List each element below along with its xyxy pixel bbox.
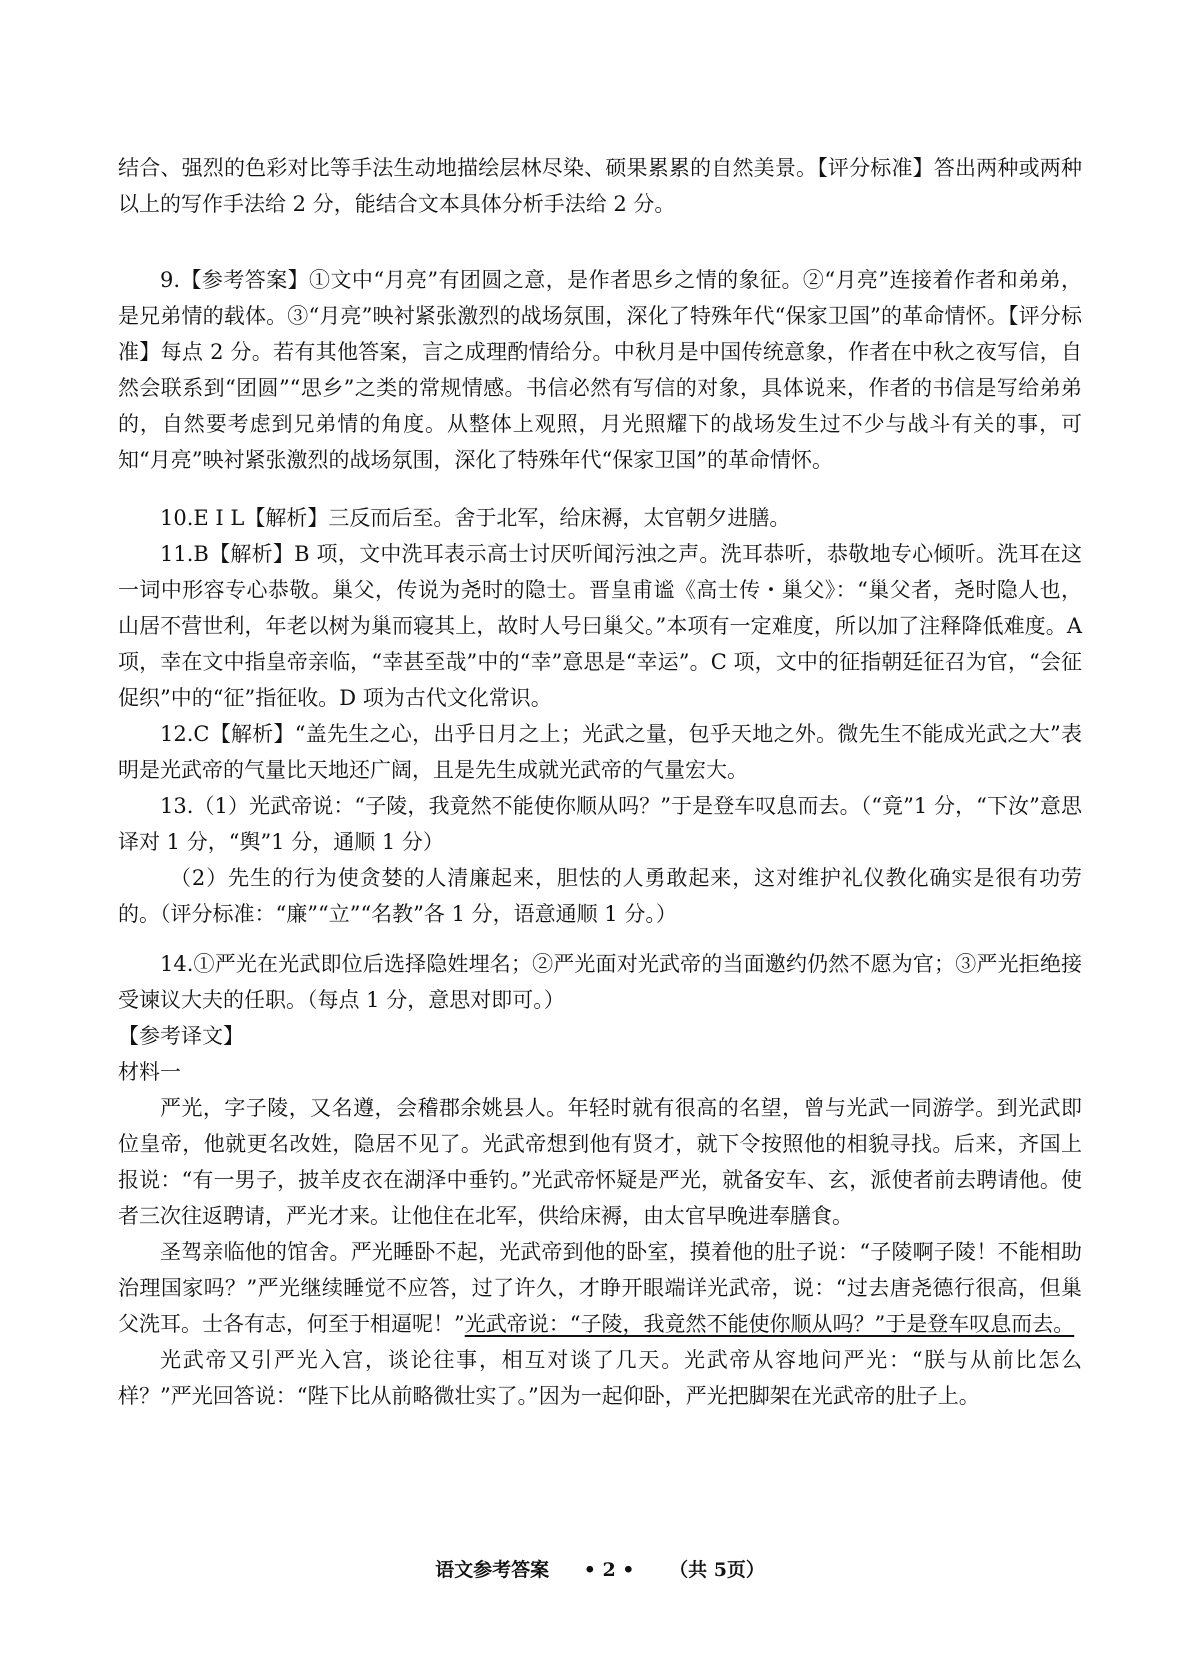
material-one-heading: 材料一 <box>118 1060 181 1084</box>
paragraph: 结合、强烈的色彩对比等手法生动地描绘层林尽染、硕果累累的自然美景。【评分标准】答出两种或两种以上的写作手法给 2 分，能结合文本具体分析手法给 2 分。 <box>118 156 1082 216</box>
paragraph: 9.【参考答案】①文中“月亮”有团圆之意，是作者思乡之情的象征。②“月亮”连接着作者和弟弟，是兄弟情的载体。③“月亮”映衬紧张激烈的战场氛围，深化了特殊年代“保家卫国”的革命情怀。【评分标准】每点 2 分。若有其他答案，言之成理酌情给分。中秋月是中国传统意象，作者在中秋之夜写信，自然会联系到“团圆”“思乡”之类的常规情感。书信必然有写信的对象，具体说来，作者的书信是写给弟弟的，自然要考虑到兄弟情的角度。从整体上观照，月光照耀下的战场发生过不少与战斗有关的事，可知“月亮”映衬紧张激烈的战场氛围，深化了特殊年代“保家卫国”的革命情怀。 <box>118 268 1082 472</box>
answer-14: 14.①严光在光武即位后选择隐姓埋名；②严光面对光武帝的当面邀约仍然不愿为官；③严光拒绝接受谏议大夫的任职。（每点 1 分，意思对即可。） <box>118 952 1082 1012</box>
footer-page-number: • 2 • <box>583 1559 635 1581</box>
translation-paragraph: 光武帝又引严光入宫，谈论往事，相互对谈了几天。光武帝从容地问严光：“朕与从前比怎么样？”严光回答说：“陛下比从前略微壮实了。”因为一起仰卧，严光把脚架在光武帝的肚子上。 <box>118 1348 1082 1408</box>
answer-8-continuation <box>118 150 1082 222</box>
translation-paragraph <box>118 1234 1082 1342</box>
answer-13-part-1: 13.（1）光武帝说：“子陵，我竟然不能使你顺从吗？”于是登车叹息而去。（“竟”1 分，“下汝”意思译对 1 分，“舆”1 分，通顺 1 分） <box>118 794 1082 854</box>
translation-sentence: 圣驾亲临他的馆舍。严光睡卧不起，光武帝到他的卧室，摸着他的肚子说：“子陵啊子陵！不能相助治理国家吗？”严光继续睡觉不应答，过了许久，才睁开眼端详光武帝，说：“过去唐尧德行很高，但巢父洗耳。士各有志，何至于相逼呢！” <box>118 1240 1082 1336</box>
translation-heading: 【参考译文】 <box>118 1024 244 1048</box>
answers-10-13 <box>118 500 1082 932</box>
answer-12: 12.C【解析】“盖先生之心，出乎日月之上；光武之量，包乎天地之外。微先生不能成光武之大”表明是光武帝的气量比天地还广阔，且是先生成就光武帝的气量宏大。 <box>118 722 1082 782</box>
footer-subject: 语文参考答案 <box>435 1559 550 1581</box>
answer-11: 11.B【解析】B 项，文中洗耳表示高士讨厌听闻污浊之声。洗耳恭听，恭敬地专心倾听。洗耳在这一词中形容专心恭敬。巢父，传说为尧时的隐士。晋皇甫谧《高士传・巢父》：“巢父者，尧时隐人也，山居不营世利，年老以树为巢而寝其上，故时人号曰巢父。”本项有一定难度，所以加了注释降低难度。A 项，幸在文中指皇帝亲临，“幸甚至哉”中的“幸”意思是“幸运”。C 项，文中的征指朝廷征召为官，“会征促织”中的“征”指征收。D 项为古代文化常识。 <box>118 542 1082 710</box>
answer-13-part-2: （2）先生的行为使贪婪的人清廉起来，胆怯的人勇敢起来，这对维护礼仪教化确实是很有功劳的。（评分标准：“廉”“立”“名教”各 1 分，语意通顺 1 分。） <box>118 866 1082 926</box>
answer-14-and-translation <box>118 946 1082 1414</box>
underlined-sentence: 光武帝说：“子陵，我竟然不能使你顺从吗？”于是登车叹息而去。 <box>464 1312 1075 1336</box>
page-footer <box>0 1555 1200 1582</box>
footer-total-pages: （共 5页） <box>669 1559 765 1581</box>
answer-9 <box>118 262 1082 478</box>
translation-paragraph: 严光，字子陵，又名遵，会稽郡余姚县人。年轻时就有很高的名望，曾与光武一同游学。到光武即位皇帝，他就更名改姓，隐居不见了。光武帝想到他有贤才，就下令按照他的相貌寻找。后来，齐国上报说：“有一男子，披羊皮衣在湖泽中垂钓。”光武帝怀疑是严光，就备安车、玄，派使者前去聘请他。使者三次往返聘请，严光才来。让他住在北军，供给床褥，由太官早晚进奉膳食。 <box>118 1096 1082 1228</box>
answer-10: 10.E I L【解析】三反而后至。舍于北军，给床褥，太官朝夕进膳。 <box>160 506 791 530</box>
